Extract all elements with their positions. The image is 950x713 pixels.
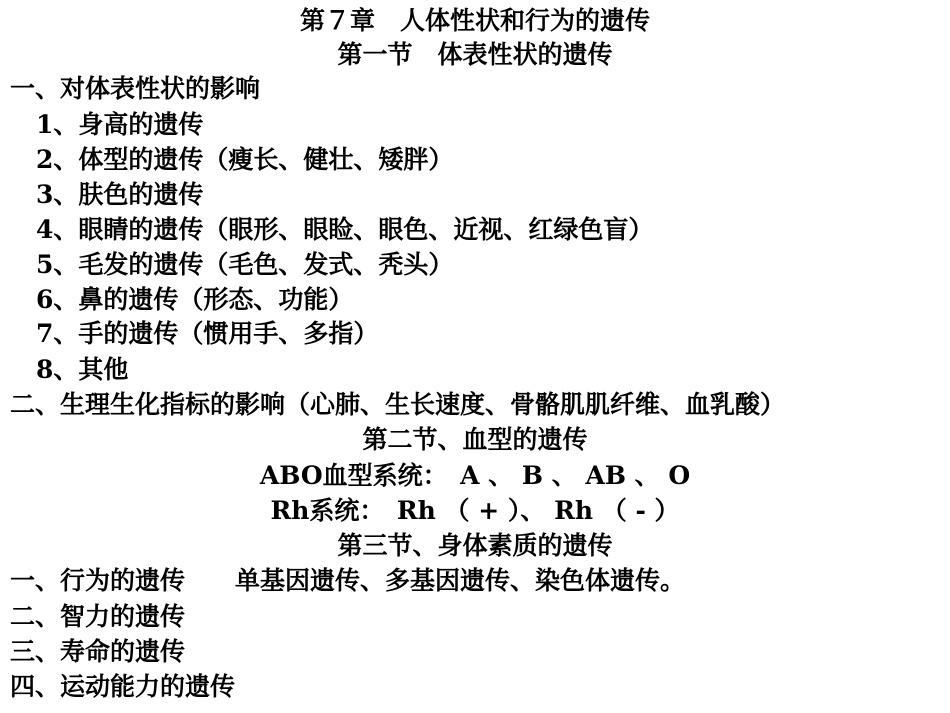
behavior-heredity: 一、行为的遗传 单基因遗传、多基因遗传、染色体遗传。 (10, 566, 686, 595)
section-1-title: 第一节 体表性状的遗传 (337, 40, 613, 69)
section-2-title: 第二节、血型的遗传 (362, 425, 588, 454)
section-3-title: 第三节、身体素质的遗传 (337, 531, 613, 560)
list-item-nose: 6、鼻的遗传（形态、功能） (36, 285, 354, 314)
chapter-title: 第７章 人体性状和行为的遗传 (299, 6, 650, 35)
list-item-hair: 5、毛发的遗传（毛色、发式、秃头） (36, 250, 454, 279)
lifespan-heredity: 三、寿命的遗传 (10, 637, 186, 666)
list-item-body-type: 2、体型的遗传（瘦长、健壮、矮胖） (36, 145, 454, 174)
athletic-ability-heredity: 四、运动能力的遗传 (10, 672, 236, 701)
intelligence-heredity: 二、智力的遗传 (10, 602, 186, 631)
list-item-skin-color: 3、肤色的遗传 (36, 180, 204, 209)
abo-blood-types: ABO血型系统： A 、 B 、 AB 、 O (259, 461, 691, 490)
part-2-heading: 二、生理生化指标的影响（心肺、生长速度、骨骼肌肌纤维、血乳酸） (10, 390, 786, 419)
list-item-hands: 7、手的遗传（惯用手、多指） (36, 319, 379, 348)
part-1-heading: 一、对体表性状的影响 (10, 74, 261, 103)
rh-blood-types: Rh系统： Rh （ + ）、 Rh （ - ） (270, 496, 680, 525)
list-item-other: 8、其他 (36, 355, 129, 384)
list-item-height: 1、身高的遗传 (36, 110, 204, 139)
list-item-eyes: 4、眼睛的遗传（眼形、眼睑、眼色、近视、红绿色盲） (36, 215, 654, 244)
